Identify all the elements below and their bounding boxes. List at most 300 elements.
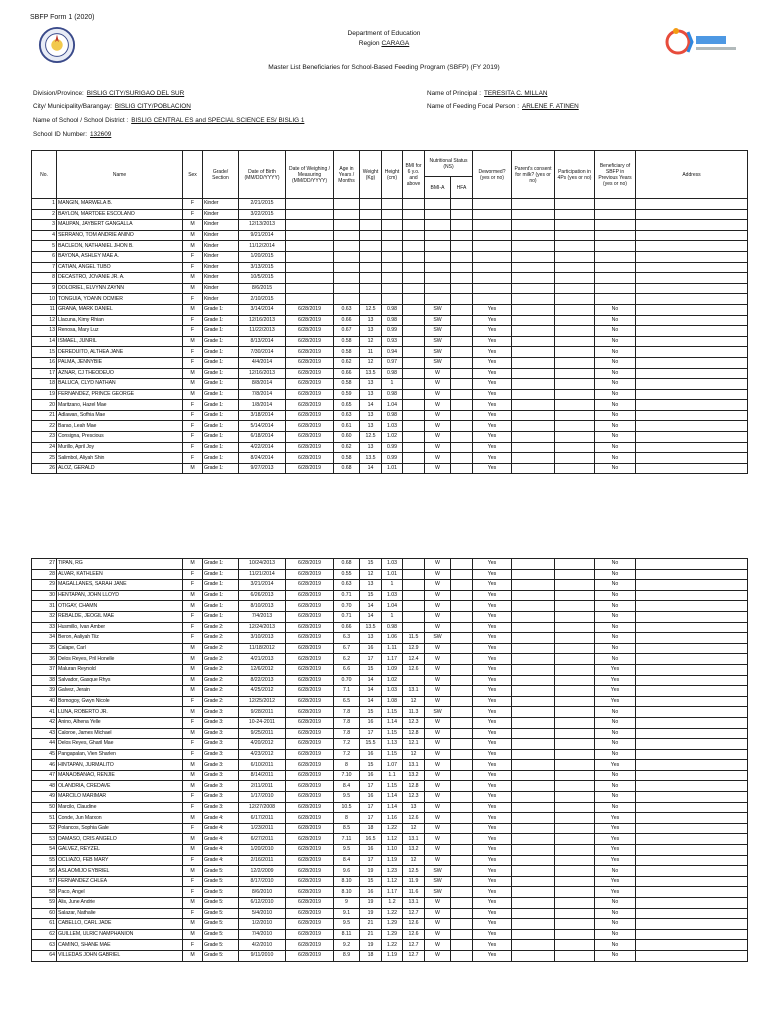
cell-consent <box>512 315 555 326</box>
cell-age: 0.63 <box>334 410 360 421</box>
cell-consent <box>512 898 555 909</box>
cell-height: 0.97 <box>382 357 403 368</box>
cell-bmi: 12 <box>403 823 425 834</box>
cell-fourps <box>555 633 595 644</box>
cell-fourps <box>555 559 595 570</box>
cell-sex: M <box>183 283 203 294</box>
cell-no: 12 <box>32 315 57 326</box>
cell-height <box>382 283 403 294</box>
cell-dow: 6/28/2019 <box>286 675 334 686</box>
cell-age: 8.4 <box>334 855 360 866</box>
cell-grade: Grade 1: <box>203 432 239 443</box>
cell-grade: Grade 3: <box>203 749 239 760</box>
cell-prev <box>595 262 636 273</box>
cell-age: 9 <box>334 898 360 909</box>
school-value: BISLIG CENTRAL ES and SPECIAL SCIENCE ES/ BISLIG 1 <box>131 117 305 124</box>
cell-consent <box>512 908 555 919</box>
cell-bmi: 11.9 <box>403 876 425 887</box>
cell-hfa <box>451 749 473 760</box>
cell-prev: Yes <box>595 887 636 898</box>
cell-bmi <box>403 283 425 294</box>
cell-hfa <box>451 241 473 252</box>
cell-consent <box>512 876 555 887</box>
cell-name: Salazar, Nathalie <box>57 908 183 919</box>
cell-sex: F <box>183 315 203 326</box>
cell-dow: 6/28/2019 <box>286 442 334 453</box>
cell-bmia: W <box>425 940 451 951</box>
cell-dow: 6/28/2019 <box>286 315 334 326</box>
cell-prev: No <box>595 792 636 803</box>
cell-weight: 13 <box>360 379 382 390</box>
cell-grade: Grade 1: <box>203 389 239 400</box>
cell-height: 1.17 <box>382 654 403 665</box>
cell-bmi <box>403 304 425 315</box>
cell-dob: 2/11/2011 <box>239 781 286 792</box>
cell-dewormed <box>473 209 512 220</box>
cell-dob: 8/24/2014 <box>239 453 286 464</box>
cell-dob: 8/13/2014 <box>239 336 286 347</box>
cell-bmi: 12.9 <box>403 643 425 654</box>
cell-weight: 13 <box>360 421 382 432</box>
cell-sex: M <box>183 866 203 877</box>
cell-height <box>382 220 403 231</box>
cell-dewormed: Yes <box>473 760 512 771</box>
cell-no: 44 <box>32 739 57 750</box>
cell-consent <box>512 739 555 750</box>
cell-consent <box>512 845 555 856</box>
cell-height: 1.07 <box>382 760 403 771</box>
cell-hfa <box>451 802 473 813</box>
cell-address <box>636 696 748 707</box>
cell-name: Pangapalan, Vien Sharlen <box>57 749 183 760</box>
cell-weight: 14 <box>360 601 382 612</box>
cell-grade: Grade 5: <box>203 919 239 930</box>
cell-height: 0.98 <box>382 304 403 315</box>
cell-sex: F <box>183 792 203 803</box>
cell-bmi: 12.7 <box>403 940 425 951</box>
table-row <box>32 792 748 803</box>
cell-grade: Grade 3: <box>203 707 239 718</box>
cell-dob: 3/21/2014 <box>239 580 286 591</box>
cell-consent <box>512 813 555 824</box>
cell-consent <box>512 834 555 845</box>
cell-address <box>636 283 748 294</box>
cell-prev: Yes <box>595 845 636 856</box>
cell-height: 1.22 <box>382 940 403 951</box>
cell-sex: M <box>183 601 203 612</box>
cell-age: 7.8 <box>334 717 360 728</box>
table-row <box>32 410 748 421</box>
cell-sex: M <box>183 379 203 390</box>
cell-bmi: 12.6 <box>403 664 425 675</box>
cell-grade: Kinder <box>203 273 239 284</box>
division-value: BISLIG CITY/SURIGAO DEL SUR <box>86 90 185 97</box>
city-line <box>33 103 191 110</box>
principal-value: TERESITA C. MILLAN <box>484 90 548 97</box>
cell-dewormed: Yes <box>473 368 512 379</box>
cell-consent <box>512 209 555 220</box>
cell-fourps <box>555 919 595 930</box>
cell-dewormed: Yes <box>473 559 512 570</box>
cell-consent <box>512 326 555 337</box>
cell-bmia: W <box>425 739 451 750</box>
table-row <box>32 781 748 792</box>
cell-dewormed: Yes <box>473 887 512 898</box>
cell-bmia: SW <box>425 315 451 326</box>
cell-fourps <box>555 230 595 241</box>
region-prefix: Region <box>358 40 380 47</box>
cell-dewormed: Yes <box>473 453 512 464</box>
cell-hfa <box>451 400 473 411</box>
cell-bmia: W <box>425 421 451 432</box>
cell-age <box>334 241 360 252</box>
cell-dow: 6/28/2019 <box>286 792 334 803</box>
cell-no: 24 <box>32 442 57 453</box>
cell-no: 36 <box>32 654 57 665</box>
cell-grade: Grade 5: <box>203 929 239 940</box>
cell-bmi: 11.3 <box>403 707 425 718</box>
cell-name: Murillo, April Joy <box>57 442 183 453</box>
table-row <box>32 453 748 464</box>
cell-dob: 4/23/2012 <box>239 749 286 760</box>
cell-dow: 6/28/2019 <box>286 950 334 961</box>
cell-dob: 5/14/2014 <box>239 421 286 432</box>
cell-name: DOLORIEL, ELVYNN ZAYNN <box>57 283 183 294</box>
col-header-height: Height (cm) <box>382 151 403 199</box>
cell-dob: 8/6/2010 <box>239 887 286 898</box>
cell-dow: 6/28/2019 <box>286 432 334 443</box>
cell-weight: 14 <box>360 675 382 686</box>
cell-address <box>636 611 748 622</box>
cell-weight: 19 <box>360 908 382 919</box>
cell-dow: 6/28/2019 <box>286 908 334 919</box>
cell-dewormed: Yes <box>473 898 512 909</box>
cell-prev: No <box>595 866 636 877</box>
cell-dow: 6/28/2019 <box>286 569 334 580</box>
table-row <box>32 273 748 284</box>
cell-name: VILLEDAS JOHN GABRIEL <box>57 950 183 961</box>
cell-bmia: W <box>425 717 451 728</box>
cell-no: 26 <box>32 463 57 474</box>
cell-weight <box>360 209 382 220</box>
cell-hfa <box>451 336 473 347</box>
cell-bmia <box>425 199 451 210</box>
cell-dewormed: Yes <box>473 432 512 443</box>
cell-prev: Yes <box>595 823 636 834</box>
cell-dob: 7/4/2013 <box>239 611 286 622</box>
cell-dewormed: Yes <box>473 622 512 633</box>
cell-address <box>636 230 748 241</box>
cell-bmia <box>425 230 451 241</box>
cell-bmi: 13.1 <box>403 834 425 845</box>
cell-height: 1.19 <box>382 950 403 961</box>
cell-height: 1.03 <box>382 559 403 570</box>
cell-bmi: 12.1 <box>403 739 425 750</box>
cell-height <box>382 199 403 210</box>
cell-no: 27 <box>32 559 57 570</box>
cell-name: TIPAN, RG <box>57 559 183 570</box>
table-row <box>32 199 748 210</box>
cell-weight: 12.5 <box>360 304 382 315</box>
table-row <box>32 950 748 961</box>
cell-fourps <box>555 569 595 580</box>
cell-grade: Grade 1: <box>203 559 239 570</box>
cell-dewormed <box>473 262 512 273</box>
cell-height <box>382 294 403 305</box>
cell-bmia: W <box>425 569 451 580</box>
cell-prev: Yes <box>595 664 636 675</box>
cell-prev <box>595 273 636 284</box>
cell-grade: Grade 2: <box>203 675 239 686</box>
cell-prev: No <box>595 633 636 644</box>
cell-consent <box>512 601 555 612</box>
cell-grade: Grade 3: <box>203 717 239 728</box>
cell-age <box>334 251 360 262</box>
cell-dewormed: Yes <box>473 802 512 813</box>
cell-no: 39 <box>32 686 57 697</box>
cell-bmi <box>403 611 425 622</box>
cell-address <box>636 368 748 379</box>
cell-dow: 6/28/2019 <box>286 866 334 877</box>
cell-no: 10 <box>32 294 57 305</box>
cell-height: 1.03 <box>382 590 403 601</box>
cell-name: Conde, Jun Marxon <box>57 813 183 824</box>
table-row <box>32 686 748 697</box>
cell-name: BALUCA, CLYD NATHAN <box>57 379 183 390</box>
cell-bmia: W <box>425 813 451 824</box>
cell-bmi: 12 <box>403 855 425 866</box>
cell-bmi <box>403 230 425 241</box>
cell-dob: 4/25/2012 <box>239 686 286 697</box>
cell-fourps <box>555 580 595 591</box>
cell-age: 0.58 <box>334 347 360 358</box>
cell-sex: M <box>183 304 203 315</box>
cell-bmia: W <box>425 654 451 665</box>
cell-bmia: SW <box>425 866 451 877</box>
cell-prev: Yes <box>595 813 636 824</box>
cell-weight: 13.5 <box>360 622 382 633</box>
cell-dewormed: Yes <box>473 326 512 337</box>
cell-height: 1.04 <box>382 400 403 411</box>
cell-height: 1.09 <box>382 664 403 675</box>
cell-grade: Grade 5: <box>203 866 239 877</box>
cell-weight: 18 <box>360 823 382 834</box>
table-row <box>32 463 748 474</box>
cell-sex: M <box>183 220 203 231</box>
cell-dob: 12/16/2013 <box>239 368 286 379</box>
cell-age <box>334 262 360 273</box>
cell-dow <box>286 220 334 231</box>
cell-hfa <box>451 792 473 803</box>
cell-fourps <box>555 717 595 728</box>
cell-age: 7.8 <box>334 707 360 718</box>
table-row <box>32 707 748 718</box>
col-header-dob: Date of Birth (MM/DD/YYYY) <box>239 151 286 199</box>
cell-height: 1.29 <box>382 919 403 930</box>
cell-height: 1 <box>382 379 403 390</box>
table-row <box>32 919 748 930</box>
cell-weight: 12.5 <box>360 432 382 443</box>
cell-height: 1.06 <box>382 633 403 644</box>
cell-bmia: W <box>425 929 451 940</box>
cell-name: SERRANO, TOM ANDRIE ANINO <box>57 230 183 241</box>
cell-height: 1.16 <box>382 813 403 824</box>
cell-hfa <box>451 940 473 951</box>
cell-address <box>636 717 748 728</box>
cell-dewormed: Yes <box>473 866 512 877</box>
table-row <box>32 262 748 273</box>
cell-dewormed: Yes <box>473 717 512 728</box>
cell-address <box>636 643 748 654</box>
cell-dob: 12/25/2012 <box>239 696 286 707</box>
cell-bmia: W <box>425 823 451 834</box>
cell-bmi: 12.5 <box>403 866 425 877</box>
cell-consent <box>512 781 555 792</box>
cell-fourps <box>555 347 595 358</box>
cell-dob: 4/4/2014 <box>239 357 286 368</box>
cell-fourps <box>555 664 595 675</box>
cell-dow: 6/28/2019 <box>286 845 334 856</box>
cell-address <box>636 728 748 739</box>
cell-fourps <box>555 421 595 432</box>
cell-bmi <box>403 675 425 686</box>
cell-hfa <box>451 834 473 845</box>
cell-fourps <box>555 368 595 379</box>
cell-fourps <box>555 845 595 856</box>
cell-address <box>636 834 748 845</box>
cell-address <box>636 739 748 750</box>
cell-prev <box>595 241 636 252</box>
cell-no: 31 <box>32 601 57 612</box>
cell-dow: 6/28/2019 <box>286 686 334 697</box>
cell-age: 8.4 <box>334 781 360 792</box>
cell-name: OTIGAY, CHAMN <box>57 601 183 612</box>
cell-dewormed: Yes <box>473 929 512 940</box>
cell-weight: 13 <box>360 315 382 326</box>
cell-dob: 8/6/2015 <box>239 283 286 294</box>
cell-dewormed: Yes <box>473 633 512 644</box>
cell-no: 15 <box>32 347 57 358</box>
cell-name: FERNANDEZ, PRINCE GEORGE <box>57 389 183 400</box>
cell-bmi: 12.4 <box>403 654 425 665</box>
cell-address <box>636 633 748 644</box>
cell-name: Consigna, Prescious <box>57 432 183 443</box>
cell-address <box>636 220 748 231</box>
cell-bmia: SW <box>425 887 451 898</box>
cell-fourps <box>555 876 595 887</box>
table-row <box>32 230 748 241</box>
cell-height: 0.98 <box>382 410 403 421</box>
table-row <box>32 559 748 570</box>
cell-weight: 15 <box>360 590 382 601</box>
cell-grade: Kinder <box>203 283 239 294</box>
cell-name: MARCILO MARIMAR <box>57 792 183 803</box>
beneficiaries-table-part2 <box>31 558 748 962</box>
cell-dob: 9/21/2014 <box>239 230 286 241</box>
cell-prev: No <box>595 453 636 464</box>
cell-address <box>636 304 748 315</box>
cell-fourps <box>555 389 595 400</box>
cell-no: 18 <box>32 379 57 390</box>
cell-bmi <box>403 559 425 570</box>
cell-dow: 6/28/2019 <box>286 802 334 813</box>
cell-name: GUILLEM, ULRIC NAMPHANION <box>57 929 183 940</box>
cell-bmi <box>403 241 425 252</box>
cell-consent <box>512 855 555 866</box>
cell-grade: Grade 1: <box>203 379 239 390</box>
cell-address <box>636 813 748 824</box>
cell-weight: 19 <box>360 898 382 909</box>
cell-address <box>636 241 748 252</box>
cell-dob: 11/21/2014 <box>239 569 286 580</box>
cell-dewormed: Yes <box>473 421 512 432</box>
cell-weight: 17 <box>360 781 382 792</box>
cell-dow: 6/28/2019 <box>286 357 334 368</box>
table-row <box>32 643 748 654</box>
cell-address <box>636 209 748 220</box>
cell-bmi <box>403 569 425 580</box>
table-row <box>32 326 748 337</box>
cell-address <box>636 421 748 432</box>
cell-height: 0.99 <box>382 442 403 453</box>
cell-address <box>636 760 748 771</box>
cell-dow <box>286 241 334 252</box>
cell-no: 17 <box>32 368 57 379</box>
table-row <box>32 294 748 305</box>
cell-weight <box>360 294 382 305</box>
cell-no: 40 <box>32 696 57 707</box>
cell-hfa <box>451 230 473 241</box>
cell-fourps <box>555 950 595 961</box>
cell-bmi <box>403 199 425 210</box>
cell-consent <box>512 368 555 379</box>
cell-no: 38 <box>32 675 57 686</box>
cell-grade: Kinder <box>203 199 239 210</box>
cell-dow: 6/28/2019 <box>286 326 334 337</box>
table-row <box>32 336 748 347</box>
cell-grade: Grade 1: <box>203 326 239 337</box>
cell-sex: F <box>183 739 203 750</box>
cell-age <box>334 209 360 220</box>
cell-dob: 9/27/2013 <box>239 463 286 474</box>
cell-bmi: 13.1 <box>403 760 425 771</box>
cell-name: Marcilo, Claudine <box>57 802 183 813</box>
cell-hfa <box>451 611 473 622</box>
cell-no: 49 <box>32 792 57 803</box>
cell-name: Galvez, Jerain <box>57 686 183 697</box>
cell-grade: Grade 5: <box>203 898 239 909</box>
cell-hfa <box>451 919 473 930</box>
cell-address <box>636 315 748 326</box>
cell-dewormed <box>473 283 512 294</box>
cell-weight: 13 <box>360 410 382 421</box>
cell-bmi: 12.6 <box>403 929 425 940</box>
cell-sex: M <box>183 463 203 474</box>
cell-weight <box>360 220 382 231</box>
cell-dob: 1/8/2014 <box>239 400 286 411</box>
cell-bmi <box>403 262 425 273</box>
cell-hfa <box>451 432 473 443</box>
cell-weight <box>360 241 382 252</box>
cell-dob: 2/10/2015 <box>239 294 286 305</box>
cell-no: 64 <box>32 950 57 961</box>
cell-hfa <box>451 251 473 262</box>
cell-grade: Grade 4: <box>203 845 239 856</box>
cell-prev: Yes <box>595 696 636 707</box>
cell-grade: Grade 2: <box>203 622 239 633</box>
cell-grade: Kinder <box>203 262 239 273</box>
cell-address <box>636 410 748 421</box>
